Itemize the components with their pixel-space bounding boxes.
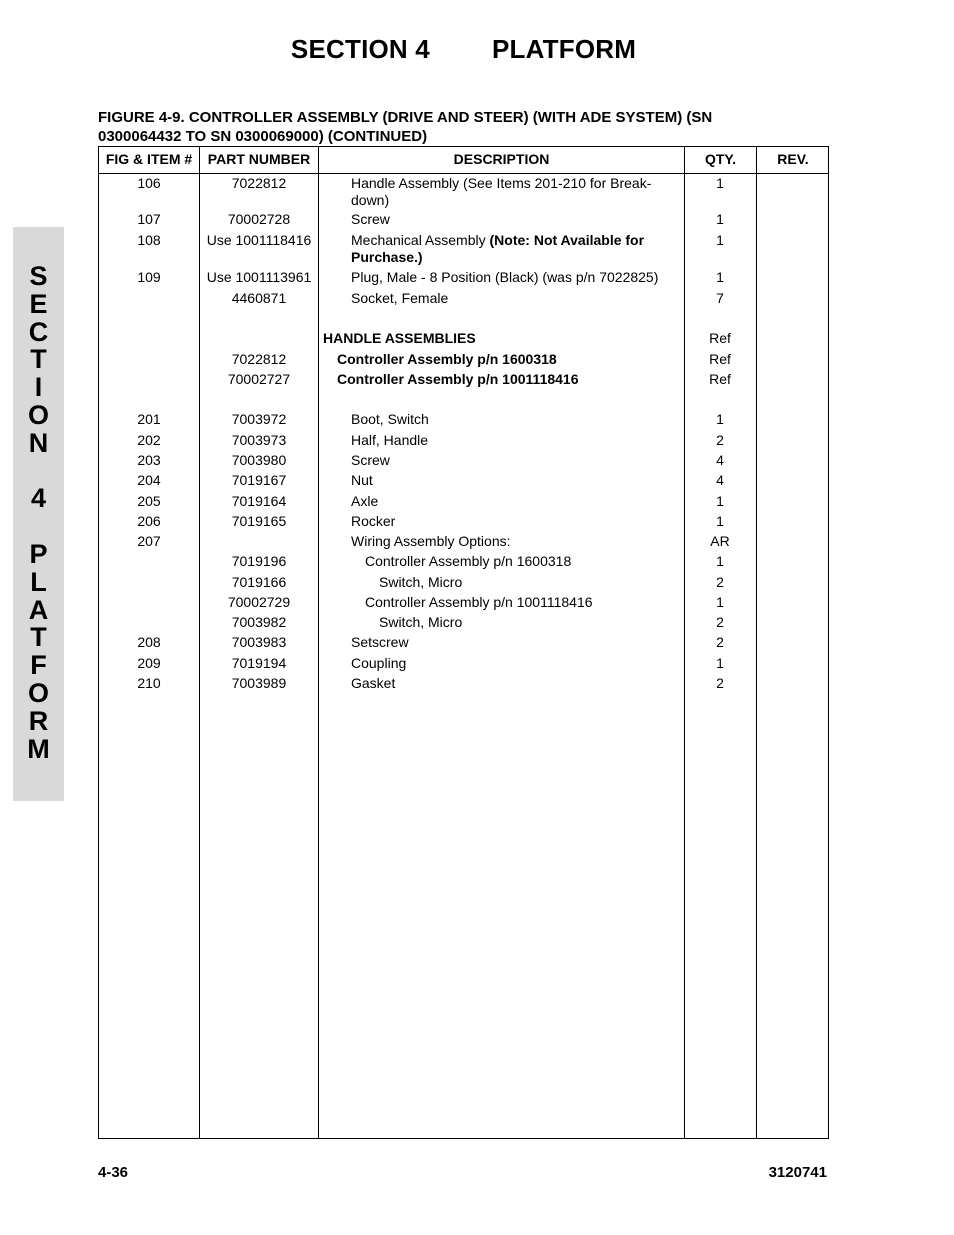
- cell-qty: 1: [716, 493, 724, 509]
- description-text: Wiring Assembly Options:: [351, 533, 511, 549]
- description-line: [351, 655, 681, 672]
- description-text: Nut: [351, 472, 373, 488]
- cell-fig-item: 107: [137, 211, 161, 227]
- figure-title: [98, 108, 798, 146]
- description-text: Handle Assembly (See Items 201-210 for Break-: [351, 175, 652, 191]
- cell-description: [351, 290, 681, 307]
- cell-fig-item: 106: [137, 175, 161, 191]
- cell-description: [351, 675, 681, 692]
- description-text: Screw: [351, 452, 390, 468]
- cell-qty: 7: [716, 290, 724, 306]
- parts-table: [98, 146, 829, 1139]
- side-tab-letter: M: [27, 733, 50, 764]
- cell-description: [351, 472, 681, 489]
- side-tab-letter: I: [34, 372, 43, 403]
- cell-description: [351, 533, 681, 550]
- column-header-qty: QTY.: [704, 151, 737, 167]
- column-header-description: DESCRIPTION: [453, 151, 550, 167]
- cell-part-number: 70002727: [227, 371, 291, 387]
- description-text: Switch, Micro: [379, 574, 463, 590]
- description-line: [351, 493, 681, 510]
- description-text: Half, Handle: [351, 432, 429, 448]
- cell-qty: 1: [716, 411, 724, 427]
- cell-fig-item: 109: [137, 269, 161, 285]
- cell-qty: 1: [716, 269, 724, 285]
- column-header-fig-item: FIG & ITEM #: [105, 151, 193, 167]
- side-tab-letter: F: [30, 650, 47, 681]
- side-tab-letter: L: [30, 566, 47, 597]
- description-line-2: Purchase.): [351, 249, 423, 265]
- description-text: Boot, Switch: [351, 411, 429, 427]
- cell-description: [351, 211, 681, 228]
- column-header-part-number: PART NUMBER: [207, 151, 311, 167]
- side-tab-letter: A: [28, 594, 49, 625]
- description-text: Setscrew: [351, 634, 409, 650]
- description-line: [351, 290, 681, 307]
- cell-qty: Ref: [709, 371, 731, 387]
- cell-qty: 2: [716, 634, 724, 650]
- description-line: [365, 594, 695, 611]
- cell-qty: 1: [716, 232, 724, 248]
- cell-part-number: 7019165: [231, 513, 287, 529]
- cell-qty: 1: [716, 594, 724, 610]
- cell-fig-item: 206: [137, 513, 161, 529]
- description-text: Rocker: [351, 513, 396, 529]
- cell-description: [337, 371, 667, 388]
- cell-part-number: 7019167: [231, 472, 287, 488]
- description-line: [337, 371, 667, 388]
- cell-part-number: Use 1001118416: [206, 232, 312, 248]
- cell-fig-item: 204: [137, 472, 161, 488]
- description-bold-text: Controller Assembly p/n 1001118416: [337, 371, 579, 387]
- page-header: [0, 34, 927, 65]
- cell-description: [351, 269, 681, 286]
- description-line: [379, 614, 709, 631]
- description-line: [365, 553, 695, 570]
- description-line: [351, 533, 681, 550]
- description-text: Coupling: [351, 655, 407, 671]
- cell-qty: 4: [716, 472, 724, 488]
- cell-part-number: 7022812: [231, 175, 287, 191]
- cell-fig-item: 208: [137, 634, 161, 650]
- cell-description: [351, 634, 681, 651]
- cell-description: [337, 351, 667, 368]
- description-line: [323, 330, 653, 347]
- description-text: Axle: [351, 493, 379, 509]
- cell-description: [351, 411, 681, 428]
- side-tab-letter: T: [30, 344, 47, 375]
- cell-qty: 2: [716, 574, 724, 590]
- side-tab-letter: P: [29, 538, 48, 569]
- cell-fig-item: 203: [137, 452, 161, 468]
- description-line: [351, 211, 681, 228]
- cell-qty: 1: [716, 175, 724, 191]
- cell-fig-item: 207: [137, 533, 161, 549]
- description-text: Socket, Female: [351, 290, 449, 306]
- cell-description: [351, 432, 681, 449]
- cell-fig-item: 108: [137, 232, 161, 248]
- cell-part-number: 7022812: [231, 351, 287, 367]
- cell-part-number: 70002729: [227, 594, 291, 610]
- cell-description: [351, 493, 681, 510]
- side-tab-letter: E: [29, 288, 48, 319]
- description-line-2: down): [351, 192, 390, 208]
- figure-title-line-1: FIGURE 4-9. CONTROLLER ASSEMBLY (DRIVE AND STEER) (WITH ADE SYSTEM) (SN: [98, 109, 713, 126]
- cell-fig-item: 210: [137, 675, 161, 691]
- description-line: [351, 634, 681, 651]
- cell-qty: AR: [710, 533, 730, 549]
- description-line: [351, 232, 681, 249]
- cell-description: [365, 594, 695, 611]
- description-line: [351, 675, 681, 692]
- cell-part-number: 7003989: [231, 675, 287, 691]
- side-tab-letter: R: [28, 705, 49, 736]
- cell-part-number: 7019166: [231, 574, 287, 590]
- cell-qty: 1: [716, 211, 724, 227]
- cell-part-number: 7019196: [231, 553, 287, 569]
- side-tab-letter: 4: [30, 483, 47, 514]
- cell-part-number: 7003972: [231, 411, 287, 427]
- description-text: Plug, Male - 8 Position (Black) (was p/n 7022825): [351, 269, 659, 285]
- cell-qty: 4: [716, 452, 724, 468]
- side-tab-letter: O: [27, 677, 49, 708]
- description-bold-text: (Note: Not Available for: [489, 232, 645, 248]
- side-tab-letter: S: [29, 261, 48, 291]
- cell-qty: Ref: [709, 330, 731, 346]
- cell-description: [365, 553, 695, 570]
- section-side-tab: [13, 227, 64, 801]
- cell-description: [351, 452, 681, 469]
- column-header-rev: REV.: [777, 151, 809, 167]
- side-tab-letter: C: [28, 316, 49, 347]
- cell-qty: 1: [716, 513, 724, 529]
- description-line: [351, 432, 681, 449]
- cell-part-number: 70002728: [227, 211, 291, 227]
- section-title: PLATFORM: [491, 34, 637, 64]
- cell-qty: Ref: [709, 351, 731, 367]
- side-tab-letter: O: [27, 399, 49, 430]
- cell-part-number: 7003982: [231, 614, 287, 630]
- cell-part-number: 4460871: [231, 290, 287, 306]
- cell-fig-item: 201: [137, 411, 161, 427]
- cell-description: [351, 655, 681, 672]
- cell-fig-item: 205: [137, 493, 161, 509]
- cell-qty: 2: [716, 614, 724, 630]
- description-text: Screw: [351, 211, 390, 227]
- description-line: [351, 452, 681, 469]
- description-bold-text: HANDLE ASSEMBLIES: [323, 330, 476, 346]
- cell-part-number: 7003980: [231, 452, 287, 468]
- description-line: [351, 411, 681, 428]
- cell-qty: 2: [716, 675, 724, 691]
- description-text: Switch, Micro: [379, 614, 463, 630]
- figure-title-line-2: 0300064432 TO SN 0300069000) (CONTINUED): [98, 128, 428, 145]
- cell-fig-item: 202: [137, 432, 161, 448]
- cell-part-number: Use 1001113961: [206, 269, 312, 285]
- cell-part-number: 7019194: [231, 655, 287, 671]
- side-tab-letter: N: [28, 427, 49, 458]
- cell-part-number: 7003973: [231, 432, 287, 448]
- section-label: SECTION 4: [290, 34, 430, 64]
- description-line: [351, 269, 681, 286]
- cell-qty: 2: [716, 432, 724, 448]
- cell-part-number: 7003983: [231, 634, 287, 650]
- cell-description: [351, 232, 681, 266]
- cell-description: [379, 574, 709, 591]
- cell-description: [379, 614, 709, 631]
- cell-part-number: 7019164: [231, 493, 287, 509]
- description-line: [379, 574, 709, 591]
- page-number: 4-36: [98, 1164, 129, 1181]
- side-tab-letter: T: [30, 622, 47, 653]
- cell-description: [323, 330, 653, 347]
- description-text: Mechanical Assembly: [351, 232, 490, 248]
- cell-description: [351, 175, 681, 209]
- description-line: [351, 513, 681, 530]
- cell-qty: 1: [716, 655, 724, 671]
- cell-fig-item: 209: [137, 655, 161, 671]
- description-line: [337, 351, 667, 368]
- description-text: Controller Assembly p/n 1600318: [365, 553, 572, 569]
- document-number: 3120741: [768, 1164, 827, 1181]
- description-bold-text: Controller Assembly p/n 1600318: [337, 351, 557, 367]
- cell-qty: 1: [716, 553, 724, 569]
- description-line: [351, 472, 681, 489]
- description-text: Controller Assembly p/n 1001118416: [365, 594, 593, 610]
- cell-description: [351, 513, 681, 530]
- description-text: Gasket: [351, 675, 396, 691]
- description-line: [351, 175, 681, 192]
